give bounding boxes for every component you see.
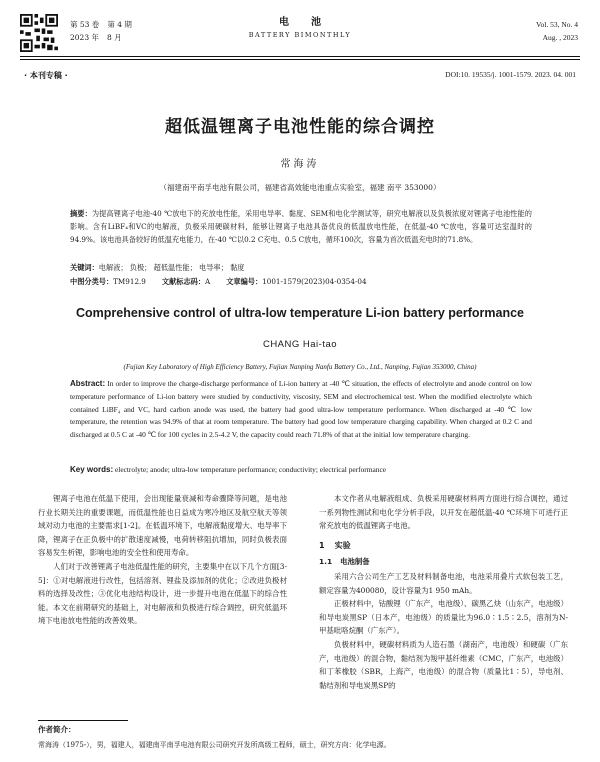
footnote-text: 常海涛（1975-），男，福建人，福建南平南孚电池有限公司研究开发所高级工程师，硕士，研究方向：化学电源。 [38,741,391,749]
volume-cn: 第 53 卷 [70,20,100,29]
section-1-title: 实验 [334,540,351,550]
page-title-cn: 超低温锂离子电池性能的综合调控 [165,117,435,137]
month-cn: 8 月 [106,33,122,42]
abstract-en-label: Abstract: [70,379,106,388]
abstract-en-text: In order to improve the charge-discharge performance of Li-ion battery at -40 ℃ situation, the effects of electrolyte and anode control on low temperature performance of Li-ion battery were studied by conductivity, viscosity, SEM and electrochemical test. When the modified electrolyte which contained LiBF₄ and VC, hard carbon anode was used, the battery had good ultra-low temperature performance. When discharged at -40 ℃ low temperature, the retention was 94.9% of that at room temperature. The battery had good low temperature charging capability. When charged at 0.2 C and discharged at 0.5 C at -40 ℃ for 100 cycles in 2.5-4.2 V, the capacity could reach 71.8% of that at the initial low temperature charging. [70,379,532,440]
section-heading-1-1 [319,555,568,569]
doc-code-value: A [205,277,211,286]
volume-en: Vol. 53, No. 4 [536,20,578,29]
body-paragraph: 本文作者从电解液组成、负极采用硬碳材料两方面进行综合调控，通过一系列物性测试和电化学分析手段，以开发在超低温-40 ℃环境下可进行正常充放电的低温锂离子电池。 [319,494,568,531]
article-no-value: 1001-1579(2023)04-0354-04 [262,277,367,286]
section-heading-1 [319,539,568,553]
keywords-en-label: Key words: [70,465,114,474]
journal-name [20,16,580,40]
volume-info-en [536,18,578,44]
keywords-cn [70,262,532,274]
header-rule-thin [20,59,580,60]
page-title-en: Comprehensive control of ultra-low temperature Li-ion battery performance [76,306,524,320]
body-column-left [38,492,287,628]
doc-code-label: 文献标志码： [161,277,206,286]
abstract-cn [70,207,532,247]
issue-cn: 第 4 期 [107,20,132,29]
author-en: CHANG Hai-tao [262,339,338,350]
affiliation-cn: （福建南平南孚电池有限公司，福建省高效能电池重点实验室，福建 南平 353000） [159,183,441,192]
body-paragraph: 负极材料中，硬碳材料质为人造石墨（湖南产，电池级）和硬碳（广东产，电池级）的混合物，黏结剂为羧甲基纤维素（CMC，广东产，电池级）和丁苯橡胶（SBR，上海产，电池级）的混合物（质量比1∶5），导电剂、黏结剂和导电炭黑SP的 [319,639,568,690]
section-1-number: 1 [319,540,325,550]
body-paragraph: 采用六合公司生产工艺及材料制备电池，电池采用叠片式软包装工艺，额定容量为400080，设计容量为1 950 mAh。 [319,571,568,595]
body-paragraph: 人们对于改善锂离子电池低温性能的研究，主要集中在以下几个方面[3-5]：①对电解液进行改性，包括溶剂、锂盐及添加剂的优化；②改进负极材料的选择及改性；③优化电池结构设计，进一步提升电池在低温下的综合性能。本文在前期研究的基础上，对电解液和负极进行综合调控，研究低温环境下电池放电性能的改善效果。 [38,561,287,626]
keywords-en [70,464,532,476]
doi[interactable]: DOI:10. 19535/j. 1001-1579. 2023. 04. 001 [445,70,576,79]
classification-cn [70,276,532,288]
clc-label: 中图分类号： [70,277,114,286]
body-column-right [319,492,568,692]
abstract-en [70,378,532,442]
journal-header [20,12,580,60]
author-cn: 常海涛 [280,159,320,170]
keywords-cn-text: 电解液； 负极； 超低温性能； 电导率； 黏度 [98,263,245,272]
article-no-label: 文章编号： [226,277,263,286]
journal-name-cn: 电池 [279,17,343,28]
section-1-1-number: 1.1 [319,557,333,567]
clc-value: TM912.9 [113,277,146,286]
body-paragraph: 正极材料中，钴酸锂（广东产，电池级）、碳黑乙炔（山东产，电池级）和导电炭黑SP（日本产，电池级）的质量比为96.0∶1.5∶2.5，溶剂为N-甲基吡咯烷酮（广东产）。 [319,599,568,636]
journal-name-en: BATTERY BIMONTHLY [248,31,352,39]
body-paragraph: 锂离子电池在低温下使用，会出现能量衰减和寿命骤降等问题，是电池行业长期关注的重要课题，而低温性能也日益成为寒冷地区及航空航天等领域对动力电池的主要需求[1-2]。在低温环境下，电解液黏度增大、电导率下降，锂离子在正负极中的扩散速度减慢，电荷转移阻抗增加，同时负极表面容易发生析锂，影响电池的安全性和使用寿命。 [38,494,287,558]
date-en: Aug. , 2023 [542,33,578,42]
header-rule-thick [20,56,580,57]
footnote-heading: 作者简介： [38,725,76,734]
affiliation-en: (Fujian Key Laboratory of High Efficiency Battery, Fujian Nanping Nanfu Battery Co., Ltd., Nanping, Fujian 353000, China) [123,363,477,371]
abstract-cn-label: 摘要： [70,209,92,218]
section-1-1-title: 电池制备 [340,557,370,567]
footnote-rule [38,720,128,721]
column-topic: · 本刊专稿 · [24,71,68,80]
keywords-cn-label: 关键词： [70,263,99,272]
year-cn: 2023 年 [70,33,99,42]
keywords-en-text: electrolyte; anode; ultra-low temperature performance; conductivity; electrical performance [114,465,387,474]
abstract-cn-text: 为提高锂离子电池-40 ℃放电下的充放电性能，采用电导率、黏度、SEM和电化学测试等，研究电解液以及负极浓度对锂离子电池性能的影响。含有LiBF₄和VC的电解液，负极采用硬碳材料，能够让锂离子电池具备优良的低温放电性能，在低温-40 ℃放电，容量可达室温时的94.9%。该电池具备较好的低温充电能力，在-40 ℃以0.2 C充电、0.5 C放电，循环100次，容量为首次低温充电时的71.8%。 [70,209,532,245]
